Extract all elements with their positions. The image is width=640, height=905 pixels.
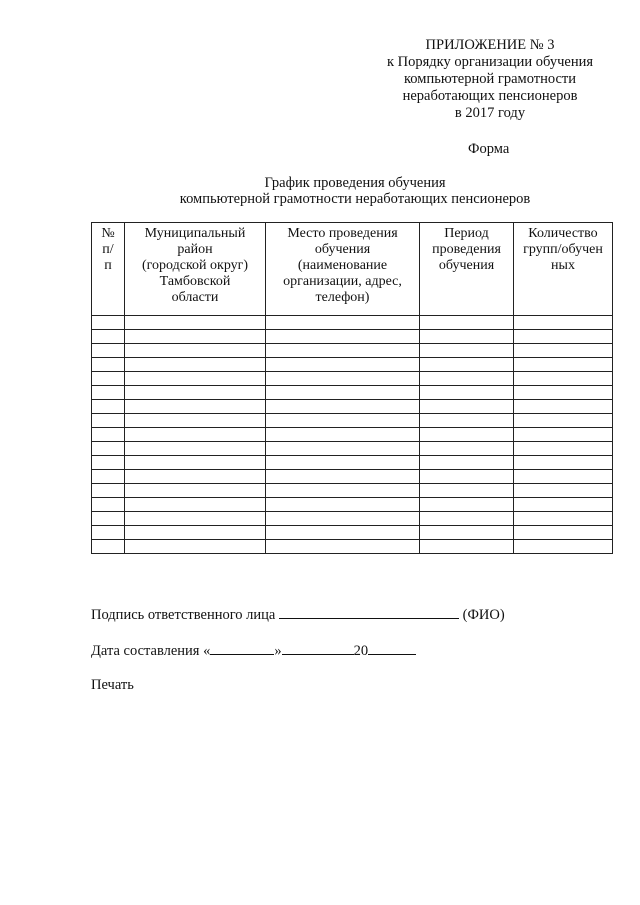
table-cell[interactable] — [514, 316, 613, 330]
table-cell[interactable] — [266, 358, 420, 372]
table-cell[interactable] — [266, 498, 420, 512]
table-cell[interactable] — [125, 414, 266, 428]
table-cell[interactable] — [125, 470, 266, 484]
table-row — [92, 428, 613, 442]
table-row — [92, 414, 613, 428]
table-row — [92, 344, 613, 358]
header-number: № п/ п — [92, 223, 125, 316]
table-cell[interactable] — [92, 330, 125, 344]
table-row — [92, 526, 613, 540]
table-row — [92, 316, 613, 330]
title-line: компьютерной грамотности неработающих пенсионеров — [179, 191, 531, 207]
table-cell[interactable] — [92, 358, 125, 372]
table-cell[interactable] — [514, 456, 613, 470]
appendix-header — [372, 37, 608, 122]
signature-suffix: (ФИО) — [462, 607, 505, 623]
table-cell[interactable] — [514, 498, 613, 512]
table-row — [92, 470, 613, 484]
table-cell[interactable] — [125, 540, 266, 554]
table-cell[interactable] — [514, 344, 613, 358]
signature-blank[interactable] — [279, 604, 459, 619]
table-cell[interactable] — [125, 428, 266, 442]
table-cell[interactable] — [125, 372, 266, 386]
table-cell[interactable] — [266, 442, 420, 456]
table-cell[interactable] — [125, 484, 266, 498]
table-cell[interactable] — [514, 386, 613, 400]
table-row — [92, 358, 613, 372]
table-header-row — [92, 223, 613, 316]
table-cell[interactable] — [266, 526, 420, 540]
table-cell[interactable] — [420, 400, 514, 414]
table-cell[interactable] — [420, 442, 514, 456]
table-row — [92, 540, 613, 554]
table-cell[interactable] — [420, 484, 514, 498]
table-row — [92, 330, 613, 344]
table-cell[interactable] — [420, 456, 514, 470]
table-cell[interactable] — [125, 330, 266, 344]
table-cell[interactable] — [420, 470, 514, 484]
table-cell[interactable] — [125, 498, 266, 512]
document-title — [95, 175, 615, 207]
table-cell[interactable] — [514, 372, 613, 386]
table-cell[interactable] — [266, 428, 420, 442]
table-cell[interactable] — [514, 428, 613, 442]
table-cell[interactable] — [266, 512, 420, 526]
table-cell[interactable] — [125, 526, 266, 540]
appendix-number: ПРИЛОЖЕНИЕ № 3 — [425, 37, 555, 53]
table-row — [92, 400, 613, 414]
table-cell[interactable] — [125, 456, 266, 470]
table-cell[interactable] — [420, 526, 514, 540]
table-cell[interactable] — [514, 470, 613, 484]
table-cell[interactable] — [266, 386, 420, 400]
table-cell[interactable] — [266, 330, 420, 344]
table-cell[interactable] — [125, 512, 266, 526]
table-cell[interactable] — [92, 470, 125, 484]
table-cell[interactable] — [266, 372, 420, 386]
table-cell[interactable] — [420, 540, 514, 554]
header-count: Количество групп/обучен ных — [514, 223, 613, 316]
date-label: Дата составления « — [91, 643, 211, 659]
table-cell[interactable] — [514, 414, 613, 428]
table-cell[interactable] — [420, 512, 514, 526]
table-cell[interactable] — [420, 344, 514, 358]
table-cell[interactable] — [514, 526, 613, 540]
table-body — [92, 316, 613, 554]
table-cell[interactable] — [125, 386, 266, 400]
stamp-label: Печать — [91, 677, 134, 693]
date-quote-close: » — [274, 643, 282, 659]
form-label: Форма — [468, 141, 510, 157]
table-cell[interactable] — [420, 372, 514, 386]
table-cell[interactable] — [266, 400, 420, 414]
table-cell[interactable] — [514, 442, 613, 456]
table-cell[interactable] — [92, 526, 125, 540]
table-cell[interactable] — [92, 498, 125, 512]
table-row — [92, 512, 613, 526]
table-cell[interactable] — [514, 400, 613, 414]
table-cell[interactable] — [266, 414, 420, 428]
table-cell[interactable] — [125, 316, 266, 330]
title-line: График проведения обучения — [264, 175, 446, 191]
table-row — [92, 442, 613, 456]
signature-line — [91, 604, 505, 624]
header-period: Период проведения обучения — [420, 223, 514, 316]
appendix-reference: к Порядку организации обучения — [386, 54, 594, 70]
year-blank[interactable] — [368, 640, 416, 655]
table-cell[interactable] — [125, 358, 266, 372]
year-prefix: 20 — [353, 643, 369, 659]
table-cell[interactable] — [125, 344, 266, 358]
table-cell[interactable] — [92, 344, 125, 358]
table-cell[interactable] — [266, 456, 420, 470]
table-cell[interactable] — [92, 428, 125, 442]
table-cell[interactable] — [420, 428, 514, 442]
table-cell[interactable] — [266, 540, 420, 554]
table-cell[interactable] — [420, 498, 514, 512]
table-cell[interactable] — [92, 414, 125, 428]
header-municipality: Муниципальный район (городской округ) Тамбовской области — [125, 223, 266, 316]
table-cell[interactable] — [92, 540, 125, 554]
month-blank[interactable] — [282, 640, 354, 655]
header-location: Место проведения обучения (наименование организации, адрес, телефон) — [266, 223, 420, 316]
table-cell[interactable] — [514, 540, 613, 554]
table-cell[interactable] — [92, 484, 125, 498]
table-cell[interactable] — [92, 386, 125, 400]
table-row — [92, 498, 613, 512]
table-cell[interactable] — [125, 442, 266, 456]
table-cell[interactable] — [420, 330, 514, 344]
table-cell[interactable] — [420, 414, 514, 428]
table-cell[interactable] — [420, 358, 514, 372]
appendix-reference: компьютерной грамотности — [404, 71, 576, 87]
table-cell[interactable] — [92, 316, 125, 330]
table-cell[interactable] — [92, 512, 125, 526]
table-cell[interactable] — [514, 358, 613, 372]
table-row — [92, 484, 613, 498]
table-cell[interactable] — [420, 386, 514, 400]
signature-label: Подпись ответственного лица — [91, 607, 276, 623]
date-line — [91, 640, 416, 660]
table-row — [92, 386, 613, 400]
table-cell[interactable] — [266, 484, 420, 498]
table-cell[interactable] — [266, 470, 420, 484]
table-cell[interactable] — [514, 512, 613, 526]
table-cell[interactable] — [514, 484, 613, 498]
table-cell[interactable] — [92, 456, 125, 470]
table-cell[interactable] — [92, 442, 125, 456]
schedule-table — [91, 222, 613, 554]
table-cell[interactable] — [92, 372, 125, 386]
table-cell[interactable] — [92, 400, 125, 414]
table-row — [92, 372, 613, 386]
table-cell[interactable] — [420, 316, 514, 330]
day-blank[interactable] — [210, 640, 274, 655]
table-cell[interactable] — [266, 344, 420, 358]
table-cell[interactable] — [266, 316, 420, 330]
table-cell[interactable] — [514, 330, 613, 344]
table-row — [92, 456, 613, 470]
appendix-year: в 2017 году — [454, 105, 526, 121]
appendix-reference: неработающих пенсионеров — [402, 88, 578, 104]
table-cell[interactable] — [125, 400, 266, 414]
